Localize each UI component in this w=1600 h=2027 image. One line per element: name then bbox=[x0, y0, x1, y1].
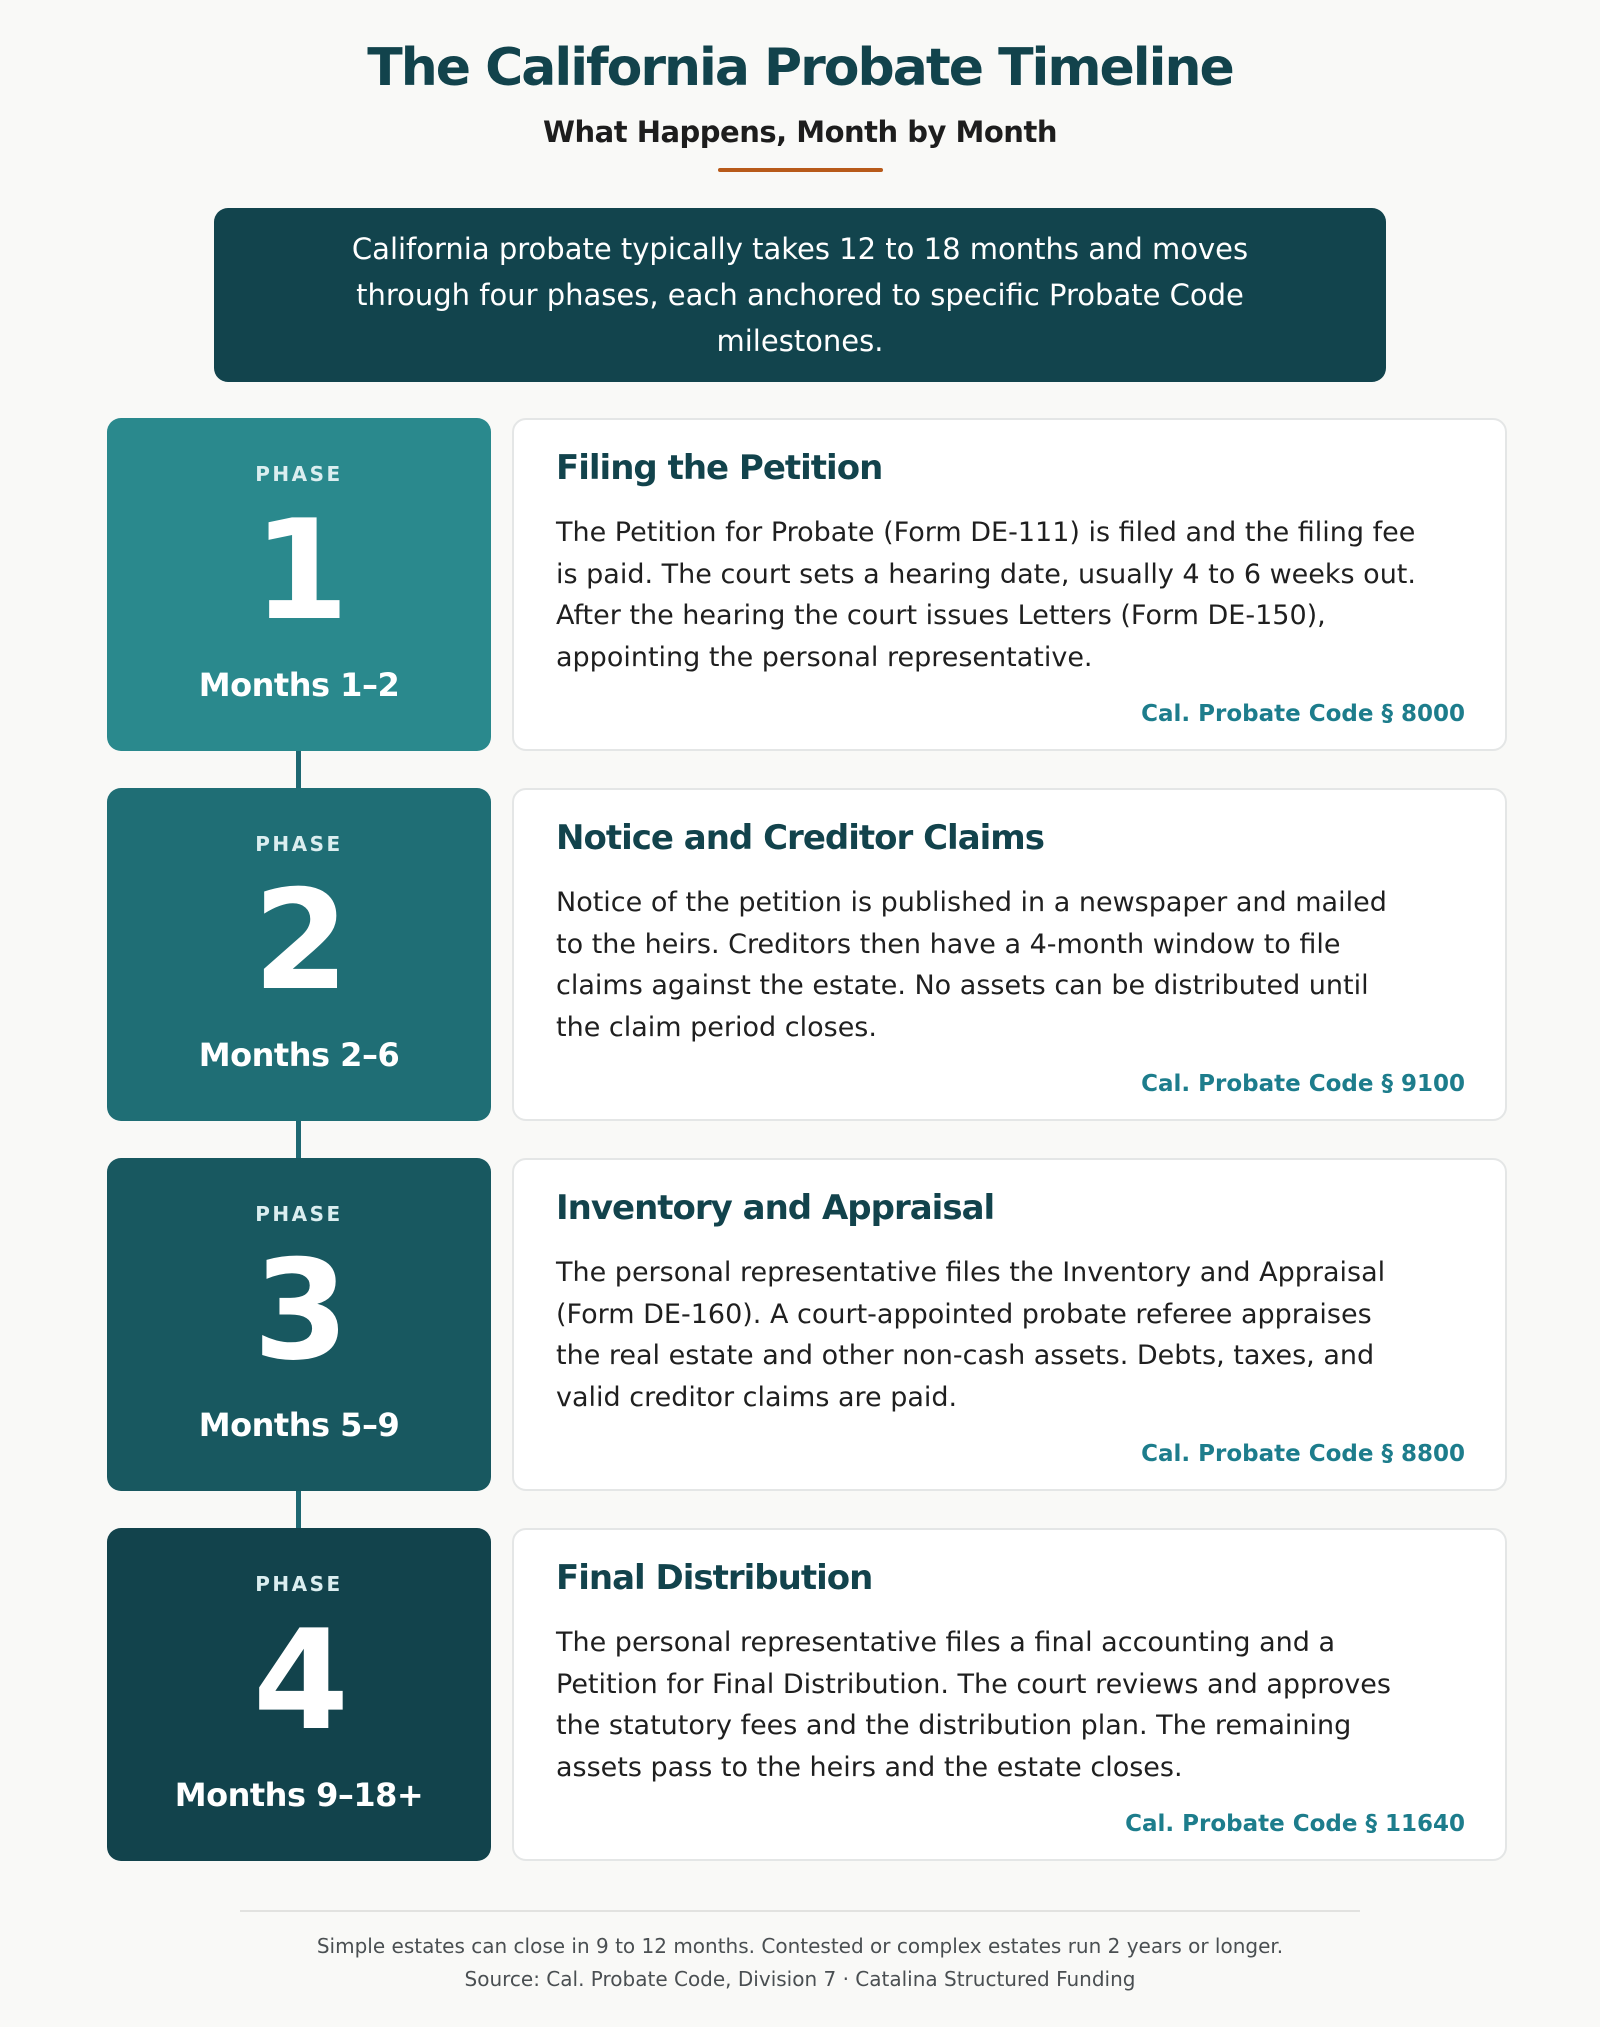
phase-number: 4 bbox=[252, 1600, 346, 1761]
phase-title: Inventory and Appraisal bbox=[556, 1188, 995, 1228]
timeline-connector-3-4 bbox=[296, 1490, 301, 1530]
phase-2-badge bbox=[107, 788, 491, 1121]
footer-divider bbox=[240, 1910, 1360, 1912]
phase-1-card bbox=[512, 418, 1507, 751]
phase-2-card bbox=[512, 788, 1507, 1121]
phase-title: Filing the Petition bbox=[556, 448, 883, 488]
phase-description: The personal representative files the Inventory and Appraisal (Form DE-160). A court-appointed probate referee appraises the real estate and other non-cash assets. Debts, taxes, and valid creditor claims are paid. bbox=[556, 1257, 1386, 1413]
phase-label: PHASE bbox=[255, 1202, 343, 1226]
phase-number: 3 bbox=[252, 1230, 346, 1391]
timeline-connector-2-3 bbox=[296, 1120, 301, 1160]
probate-code-citation: Cal. Probate Code § 8000 bbox=[1141, 701, 1465, 727]
intro-text: California probate typically takes 12 to 18 months and moves through four phases, each anchored to specific Probate Code milestones. bbox=[351, 232, 1249, 358]
footer-note: Simple estates can close in 9 to 12 months. Contested or complex estates run 2 years or longer. bbox=[316, 1934, 1284, 1958]
phase-label: PHASE bbox=[255, 1572, 343, 1596]
phase-title: Final Distribution bbox=[556, 1558, 873, 1598]
phase-description: The Petition for Probate (Form DE-111) is filed and the filing fee is paid. The court sets a hearing date, usually 4 to 6 weeks out. After the hearing the court issues Letters (Form DE-150), appointing the personal representative. bbox=[556, 517, 1416, 673]
phase-3-card bbox=[512, 1158, 1507, 1491]
phase-label: PHASE bbox=[255, 462, 343, 486]
phase-months: Months 9–18+ bbox=[174, 1776, 424, 1814]
phase-3-badge bbox=[107, 1158, 491, 1491]
footer-source: Source: Cal. Probate Code, Division 7 · Catalina Structured Funding bbox=[464, 1967, 1136, 1991]
probate-code-citation: Cal. Probate Code § 11640 bbox=[1125, 1811, 1465, 1837]
phase-months: Months 2–6 bbox=[198, 1036, 400, 1074]
phase-description: Notice of the petition is published in a newspaper and mailed to the heirs. Creditors then have a 4-month window to file claims against the estate. No assets can be distributed until the claim period closes. bbox=[556, 887, 1387, 1043]
phase-1-badge bbox=[107, 418, 491, 751]
phase-label: PHASE bbox=[255, 832, 343, 856]
footer bbox=[0, 1930, 1600, 1996]
page-subtitle: What Happens, Month by Month bbox=[543, 115, 1057, 149]
probate-code-citation: Cal. Probate Code § 9100 bbox=[1141, 1071, 1465, 1097]
phase-number: 2 bbox=[252, 860, 346, 1021]
phase-title: Notice and Creditor Claims bbox=[556, 818, 1044, 858]
timeline-connector-1-2 bbox=[296, 750, 301, 790]
phase-4-card bbox=[512, 1528, 1507, 1861]
phase-months: Months 1–2 bbox=[198, 666, 400, 704]
phase-4-badge bbox=[107, 1528, 491, 1861]
page-title: The California Probate Timeline bbox=[367, 38, 1233, 98]
probate-code-citation: Cal. Probate Code § 8800 bbox=[1141, 1441, 1465, 1467]
phase-months: Months 5–9 bbox=[198, 1406, 400, 1444]
phase-description: The personal representative files a final accounting and a Petition for Final Distribution. The court reviews and approves the statutory fees and the distribution plan. The remaining assets pass to the heirs and the estate closes. bbox=[556, 1627, 1391, 1783]
phase-number: 1 bbox=[252, 490, 346, 651]
